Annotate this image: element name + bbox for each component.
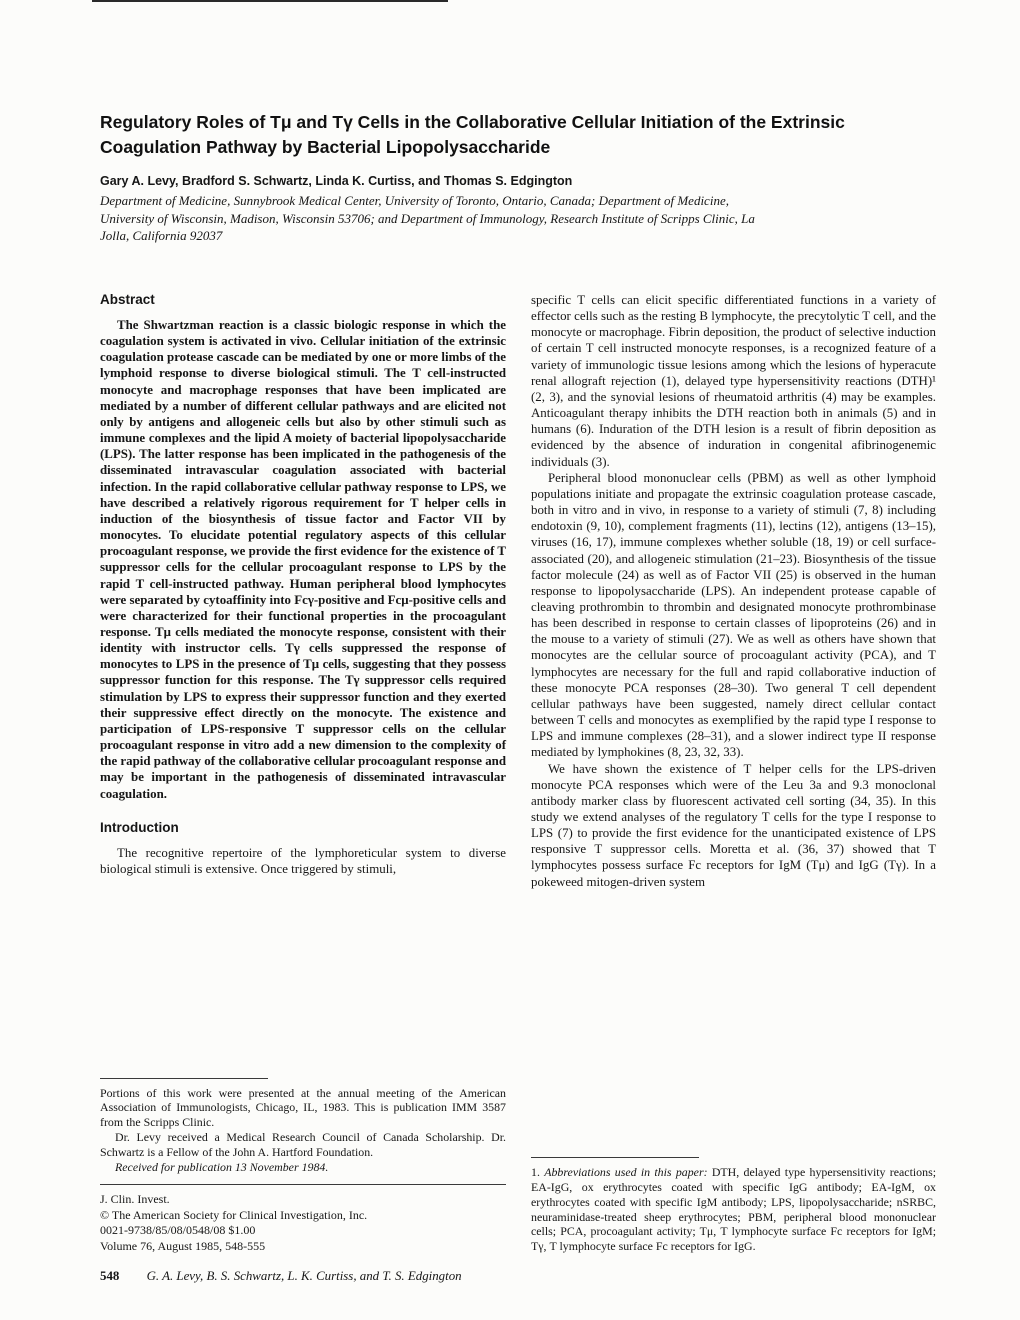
footnote-presented: Portions of this work were presented at the annual meeting of the American Association of Immunologists, Chicago, IL, 1983. This is publication IMM 3587 from the Scripps Clinic.: [100, 1085, 506, 1130]
right-column: [531, 292, 936, 1254]
footnote-scholarship: Dr. Levy received a Medical Research Council of Canada Scholarship. Dr. Schwartz is a Fellow of the John A. Hartford Foundation.: [100, 1129, 506, 1159]
left-footnote-area: [100, 1078, 506, 1254]
abbreviations-footnote: [531, 1165, 936, 1254]
running-authors: G. A. Levy, B. S. Schwartz, L. K. Curtiss, and T. S. Edgington: [146, 1269, 462, 1283]
article-header: [100, 110, 912, 245]
abstract-text: The Shwartzman reaction is a classic biologic response in which the coagulation system is activated in vivo. Cellular initiation of the extrinsic coagulation protease cascade can be mediated by one or more limbs of the lymphoid response to diverse biological stimuli. The T cell-instructed monocyte and macrophage responses that have been implicated are mediated by a number of different cellular pathways and are elicited not only by antigens and allogeneic cells but also by other stimuli such as immune complexes and the lipid A moiety of bacterial lipopolysaccharide (LPS). The latter response has been implicated in the pathogenesis of the disseminated intravascular coagulation associated with bacterial infection. In the rapid collaborative cellular pathway response to LPS, we have described a relatively rigorous requirement for T helper cells in induction of the biosynthesis of tissue factor and Factor VII by monocytes. To elucidate potential regulatory aspects of this cellular procoagulant response, we provide the first evidence for the existence of T suppressor cells for the cellular procoagulant response to LPS by the rapid T cell-instructed pathway. Human peripheral blood lymphocytes were separated by cytoaffinity into Fcγ-positive and Fcμ-positive cells and were characterized for their functional properties in the procoagulant response. Tμ cells mediated the monocyte response, consistent with their identity with instructor cells. Tγ cells suppressed the response of monocytes to LPS in the presence of Tμ cells, suggesting that they possess suppressor function for this response. The Tγ suppressor cells required stimulation by LPS to express their suppressor function and they exerted their suppressive effect directly on the monocyte. The existence and participation of LPS-responsive T suppressor cells on the cellular procoagulant response in vitro add a new dimension to the complexity of the rapid pathway of the collaborative cellular procoagulant response and may be important in the pathogenesis of disseminated intravascular coagulation.: [100, 318, 506, 801]
abbreviations-footnote-label: Abbreviations used in this paper:: [544, 1165, 708, 1180]
affiliations: Department of Medicine, Sunnybrook Medical Center, University of Toronto, Ontario, Canada; Department of Medicine, University of Wisconsin, Madison, Wisconsin 53706; and Department of Immunology, Research Institute of Scripps Clinic, La Jolla, California 92037: [100, 193, 755, 243]
body-paragraph-1: specific T cells can elicit specific differentiated functions in a variety of effector cells such as the resting B lymphocyte, the precytolytic T cell, and the monocyte or macrophage. Fibrin deposition, the product of selective induction of certain T cell instructed monocyte responses, is a recognized feature of a variety of immunologic tissue lesions among which the lesions of hyperacute renal allograft rejection (1), delayed type hypersensitivity reactions (DTH)¹ (2, 3), and the synovial lesions of rheumatoid arthritis (4) may be examples. Anticoagulant therapy inhibits the DTH reaction both in animals (5) and in humans (6). Induration of the DTH lesion is a result of fibrin deposition as evidenced by the absence of induration in congenital afibrinogenemic individuals (3).: [531, 293, 936, 469]
footnote-separator-rule: [100, 1078, 268, 1079]
footnote-separator-rule: [531, 1157, 699, 1158]
article-title: Regulatory Roles of Tμ and Tγ Cells in the Collaborative Cellular Initiation of the Extrinsic Coagulation Pathway by Bacterial Lipopolysaccharide: [100, 112, 845, 157]
abbreviations-footnote-number: 1.: [531, 1165, 545, 1180]
journal-info-rule: [100, 1184, 506, 1185]
footnote-received: Received for publication 13 November 1984.: [115, 1159, 329, 1174]
body-paragraph-2: Peripheral blood mononuclear cells (PBM) as well as other lymphoid populations initiate and propagate the extrinsic coagulation protease cascade, both in vitro and in vivo, in response to a variety of stimuli (7, 8) including endotoxin (9, 10), complement fragments (11), lectins (12), antigens (13–15), viruses (16, 17), immune complexes whether soluble (18, 19) or cell surface-associated (20), and allogeneic stimulation (21–23). Biosynthesis of the tissue factor molecule (24) as well as of Factor VII (25) is observed in the human response to lipopolysaccharide (LPS). An independent protease capable of cleaving prothrombin to thrombin and designated monocyte prothrombinase has been described in response to certain classes of lipoproteins (26) and in the mouse to a variety of stimuli (27). We as well as others have shown that monocytes are the cellular source of procoagulant activity (PCA), and T lymphocytes are necessary for the full and rapid collaborative induction of these monocyte PCA responses (28–30). Two general T cell dependent cellular pathways have been suggested, namely direct cellular contact between T cells and monocytes as exemplified by the rapid type I response to LPS and immune complexes (28–31), and a slower indirect type II response mediated by lymphokines (8, 23, 32, 33).: [531, 470, 936, 760]
scan-artifact-line: [92, 0, 448, 2]
journal-name: J. Clin. Invest.: [100, 1192, 170, 1207]
abbreviations-footnote-area: [531, 1157, 936, 1254]
journal-issn-price: 0021-9738/85/08/0548/08 $1.00: [100, 1223, 256, 1238]
page-footer: [100, 1269, 462, 1284]
left-column: [100, 292, 506, 1254]
introduction-heading: Introduction: [100, 819, 179, 835]
abstract-heading: Abstract: [100, 292, 155, 307]
introduction-paragraph: The recognitive repertoire of the lymphoreticular system to diverse biological stimuli is extensive. Once triggered by stimuli,: [100, 845, 506, 876]
journal-volume-info: Volume 76, August 1985, 548-555: [100, 1238, 266, 1253]
body-paragraph-3: We have shown the existence of T helper cells for the LPS-driven monocyte PCA responses which were of the Leu 3a and 9.3 monoclonal antibody marker class by fluorescent activated cell sorting (34, 35). In this study we extend analyses of the regulatory T cells for the type I response to LPS (7) to provide the first evidence for the unanticipated existence of LPS responsive T suppressor cells. Moretta et al. (36, 37) showed that T lymphocytes possess surface Fc receptors for IgM (Tμ) and IgG (Tγ). In a pokeweed mitogen-driven system: [531, 761, 936, 889]
journal-copyright: © The American Society for Clinical Investigation, Inc.: [100, 1207, 368, 1222]
author-list: Gary A. Levy, Bradford S. Schwartz, Linda K. Curtiss, and Thomas S. Edgington: [100, 174, 573, 188]
abbreviations-footnote-body: DTH, delayed type hypersensitivity reactions; EA-IgG, ox erythrocytes coated with specific IgG antibody; EA-IgM, ox erythrocytes coated with specific IgM antibody; LPS, lipopolysaccharide; nSRBC, neuraminidase-treated sheep erythrocytes; PBM, peripheral blood mononuclear cells; PCA, procoagulant activity; Tμ, T lymphocyte surface Fc receptors for IgM; Tγ, T lymphocyte surface Fc receptors for IgG.: [531, 1165, 937, 1254]
page-number: 548: [100, 1269, 120, 1283]
